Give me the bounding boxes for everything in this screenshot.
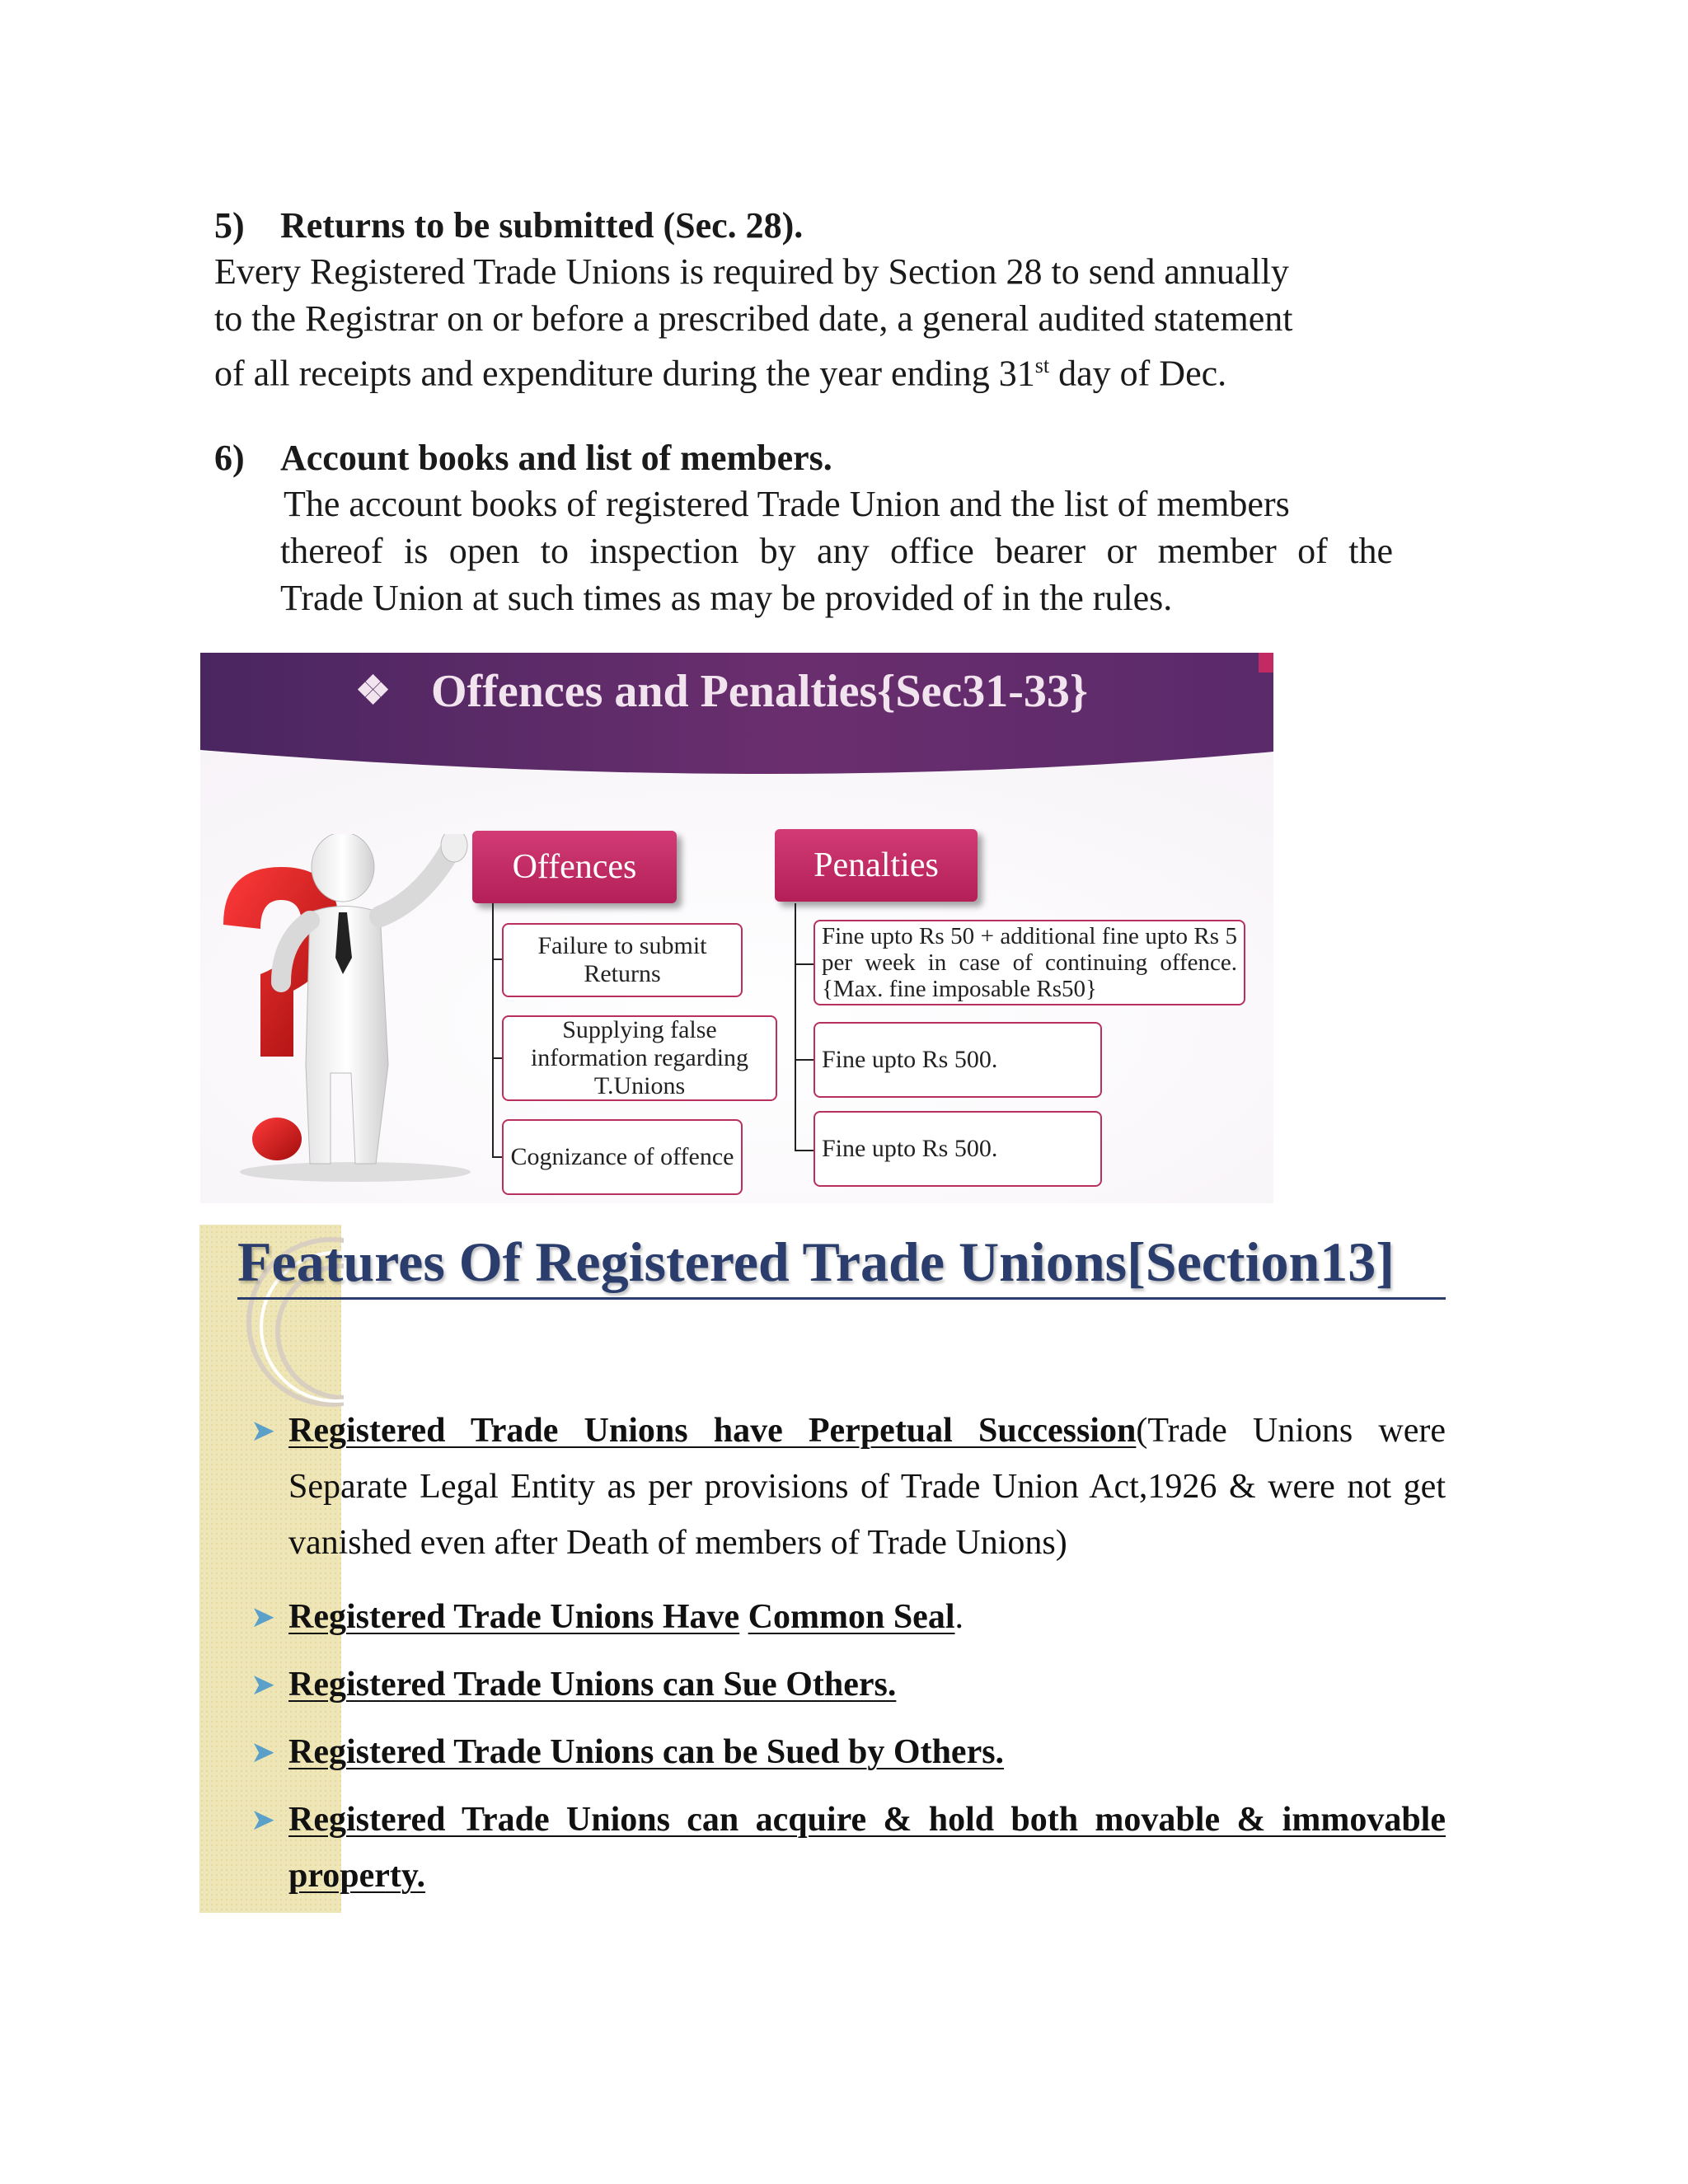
slide-title-text: Offences and Penalties{Sec31-33} (431, 666, 1088, 717)
diamond-bullet-icon: ❖ (355, 669, 392, 713)
features-title: Features Of Registered Trade Unions[Section13] (237, 1230, 1395, 1293)
para-line: Trade Union at such times as may be provided of in the rules. (280, 578, 1173, 618)
para-line: of all receipts and expenditure during the year ending 31st day of Dec. (214, 353, 1227, 394)
feature-bullet: ➤ Registered Trade Unions can acquire & hold both movable & immovable property. (288, 1792, 1446, 1904)
para-line: The account books of registered Trade Union and the list of members (284, 484, 1290, 524)
penalty-item: Fine upto Rs 500. (814, 1022, 1102, 1098)
para-line: thereof is open to inspection by any office bearer or member of the (280, 531, 1393, 571)
feature-bullet: ➤ Registered Trade Unions have Perpetual Succession(Trade Unions were Separate Legal Entity as per provisions of Trade Union Act,1926 & were not get vanished even after Death of members of Trade Unions) (288, 1403, 1446, 1571)
section-number: 6) (214, 438, 245, 478)
para-line: Every Registered Trade Unions is required by Section 28 to send annually (214, 251, 1289, 292)
section-title: Account books and list of members. (280, 438, 832, 478)
feature-bullet: ➤ Registered Trade Unions can be Sued by Others. (288, 1724, 1446, 1780)
section-6-body (280, 480, 1393, 621)
feature-bullet: ➤ Registered Trade Unions Have Common Seal. (288, 1589, 1446, 1645)
offences-header: Offences (472, 831, 677, 903)
arrow-bullet-icon: ➤ (251, 1803, 276, 1836)
section-number: 5) (214, 205, 245, 246)
arrow-bullet-icon: ➤ (251, 1668, 276, 1701)
arrow-bullet-icon: ➤ (251, 1736, 276, 1769)
feature-bullet: ➤ Registered Trade Unions can Sue Others. (288, 1657, 1446, 1713)
penalty-item: Fine upto Rs 500. (814, 1111, 1102, 1187)
offences-penalties-slide (200, 653, 1273, 1203)
section-5-heading (214, 203, 803, 249)
arrow-bullet-icon: ➤ (251, 1414, 276, 1447)
section-title: Returns to be submitted (Sec. 28). (280, 205, 804, 246)
arrow-bullet-icon: ➤ (251, 1601, 276, 1633)
title-underline (237, 1297, 1446, 1300)
section-5-body (214, 248, 1393, 397)
para-line: to the Registrar on or before a prescribed date, a general audited statement (214, 298, 1293, 339)
features-slide (199, 1225, 1459, 1913)
section-6-heading (214, 435, 832, 481)
offence-item: Failure to submit Returns (502, 923, 743, 997)
penalties-header: Penalties (775, 829, 978, 902)
penalty-item: Fine upto Rs 50 + additional fine upto Rs 5 per week in case of continuing offence. {Max. fine imposable Rs50} (814, 920, 1245, 1005)
offence-item: Supplying false information regarding T.Unions (502, 1015, 777, 1101)
offence-item: Cognizance of offence (502, 1119, 743, 1195)
